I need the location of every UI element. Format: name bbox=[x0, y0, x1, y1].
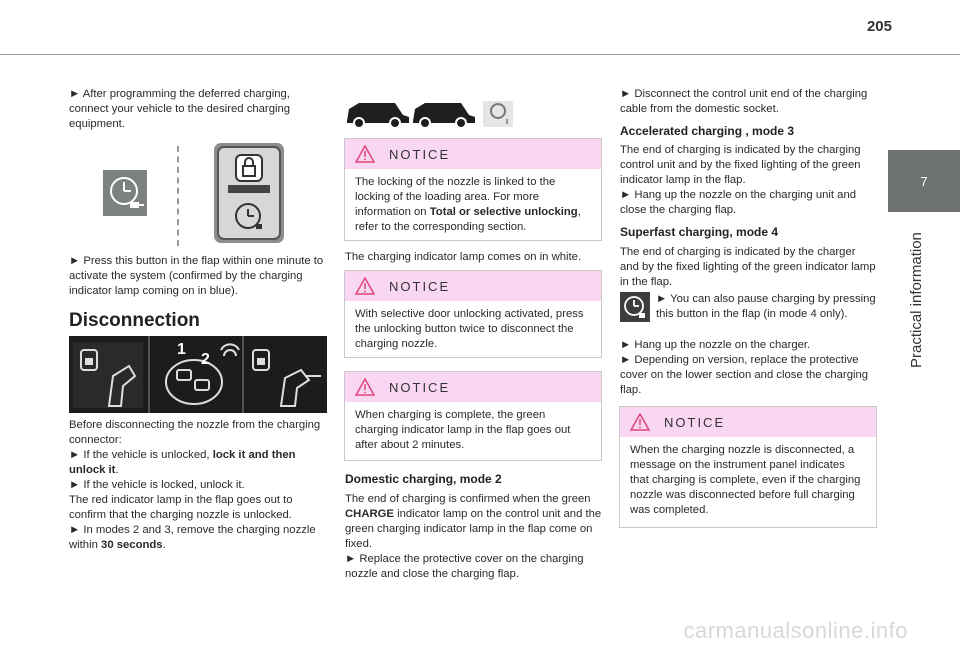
superfast-p4: ► Depending on version, replace the protective cover on the lower section and close the charging flap. bbox=[620, 354, 869, 396]
superfast-p3: ► Hang up the nozzle on the charger. bbox=[620, 339, 811, 351]
fig-num-2: 2 bbox=[201, 351, 210, 368]
timer-charge-icon bbox=[103, 170, 147, 216]
accelerated-p2: ► Hang up the nozzle on the charging unit and close the charging flap. bbox=[620, 189, 857, 216]
col1-p3e: ► In modes 2 and 3, remove the charging nozzle within 30 seconds. bbox=[69, 524, 316, 551]
chapter-tab[interactable]: 7 bbox=[888, 150, 960, 212]
notice-header bbox=[345, 271, 601, 301]
notice-header bbox=[345, 372, 601, 402]
footer-watermark bbox=[0, 616, 960, 649]
superfast-heading: Superfast charging, mode 4 bbox=[620, 225, 779, 239]
notice-label: NOTICE bbox=[389, 278, 451, 294]
col1-instructions bbox=[69, 418, 331, 553]
accelerated-text bbox=[620, 143, 876, 218]
col1-p3a: Before disconnecting the nozzle from the charging connector: bbox=[69, 419, 321, 446]
superfast-intro: The end of charging is indicated by the charger and by the fixed lighting of the green indicator lamp in the flap. bbox=[620, 246, 876, 288]
superfast-steps bbox=[620, 338, 876, 398]
warning-triangle-icon bbox=[355, 378, 375, 396]
indicator-white-text: The charging indicator lamp comes on in white. bbox=[345, 251, 582, 263]
notice-body-4: When the charging nozzle is disconnected, a message on the instrument panel indicates that charging is complete, even if the charging nozzle was disconnected before full charging was completed. bbox=[630, 444, 861, 516]
vehicle-version-icons bbox=[345, 99, 517, 129]
notice-header bbox=[620, 407, 876, 437]
col1-p2: ► Press this button in the flap within one minute to activate the system (confirmed by the charging indicator lamp coming on in blue). bbox=[69, 255, 324, 297]
notice-box-2 bbox=[344, 270, 602, 358]
domestic-p2: ► Replace the protective cover on the charging nozzle and close the charging flap. bbox=[345, 553, 584, 580]
notice-box-4 bbox=[619, 406, 877, 528]
col1-press bbox=[69, 254, 329, 299]
warning-triangle-icon bbox=[355, 145, 375, 163]
footer-text: carmanualsonline.info bbox=[683, 618, 908, 643]
notice-body-2: With selective door unlocking activated, press the unlocking button twice to disconnect the charging nozzle. bbox=[355, 308, 584, 350]
col3-p1: ► Disconnect the control unit end of the charging cable from the domestic socket. bbox=[620, 88, 868, 115]
accelerated-p1: The end of charging is indicated by the charging control unit and by the fixed lighting of the green indicator lamp in the flap. bbox=[620, 144, 861, 186]
notice-header bbox=[345, 139, 601, 169]
notice-body-3: When charging is complete, the green charging indicator lamp in the flap goes out after about 2 minutes. bbox=[355, 409, 571, 451]
disconnection-figure bbox=[69, 336, 327, 413]
separator-dashes bbox=[177, 146, 181, 246]
page-number: 205 bbox=[866, 18, 892, 35]
chapter-title: Practical information bbox=[908, 232, 925, 368]
disconnection-heading: Disconnection bbox=[69, 310, 200, 331]
col1-p3d: The red indicator lamp in the flap goes out to confirm that the charging nozzle is unlocked. bbox=[69, 494, 293, 521]
notice-label: NOTICE bbox=[389, 146, 451, 162]
notice-label: NOTICE bbox=[664, 414, 726, 430]
fig-num-1: 1 bbox=[177, 341, 186, 358]
header-rule bbox=[0, 54, 960, 55]
accelerated-heading: Accelerated charging , mode 3 bbox=[620, 124, 795, 138]
warning-triangle-icon bbox=[630, 413, 650, 431]
domestic-heading: Domestic charging, mode 2 bbox=[345, 472, 502, 486]
col1-intro bbox=[69, 87, 329, 132]
notice-box-3 bbox=[344, 371, 602, 461]
col1-p1: ► After programming the deferred charging, connect your vehicle to the desired charging equipment. bbox=[69, 88, 291, 130]
charging-flap-image bbox=[214, 143, 284, 243]
notice-body-1: The locking of the nozzle is linked to the locking of the loading area. For more information on Total or selective unlocking, refer to the corresponding section. bbox=[355, 176, 581, 233]
pause-charging-button-icon bbox=[620, 292, 650, 322]
notice-box-1 bbox=[344, 138, 602, 241]
col1-p3c: ► If the vehicle is locked, unlock it. bbox=[69, 479, 245, 491]
domestic-p1: The end of charging is confirmed when the green CHARGE indicator lamp on the control unit and the green charging indicator lamp in the flap come on fixed. bbox=[345, 493, 602, 550]
superfast-pause-text: ► You can also pause charging by pressing this button in the flap (in mode 4 only). bbox=[656, 293, 876, 320]
warning-triangle-icon bbox=[355, 277, 375, 295]
chapter-label bbox=[878, 218, 925, 378]
domestic-text bbox=[345, 492, 603, 582]
notice-label: NOTICE bbox=[389, 379, 451, 395]
col1-p3b: ► If the vehicle is unlocked, lock it and then unlock it. bbox=[69, 449, 296, 476]
